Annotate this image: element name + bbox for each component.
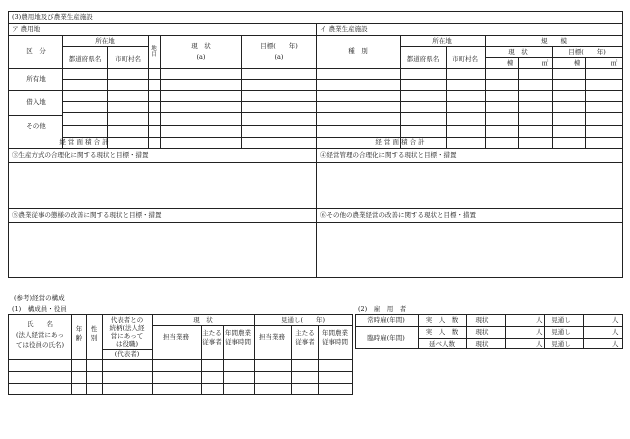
col-target: 目標( 年) [260,42,298,50]
col-city: 市町村名 [115,55,141,63]
current-label: 現状 [475,316,489,324]
divider [62,46,148,47]
divider [8,208,623,209]
divider [316,137,623,138]
divider [8,359,353,360]
col-location: 所在地 [432,37,452,45]
col-location: 所在地 [95,37,115,45]
unit-person: 人 [612,340,619,348]
divider [8,68,316,69]
col-name: (法人経営にあっ [16,331,64,339]
divider [505,314,506,349]
divider [8,222,623,223]
outlook-label: 見通し [551,340,571,348]
facility-total: 経 営 面 積 合 計 [375,138,425,146]
divider [8,90,316,91]
col-duty: 担当業務 [163,333,189,341]
divider [8,162,623,163]
box-4-title: ④経営管理の合理化に関する現状と目標・措置 [320,151,457,159]
divider [544,314,545,349]
ref-title: (参考)経営の構成 [14,294,65,302]
unit-count: 棟 [573,59,581,67]
row-leased: 借入地 [26,98,46,106]
divider [8,371,353,372]
divider [316,68,623,69]
divider [291,325,292,395]
col-main-worker: 主たる [202,329,222,337]
col-city: 市町村名 [452,55,478,63]
divider [583,314,584,349]
unit-person: 人 [536,340,543,348]
col-relation: 営にあって [110,332,144,340]
divider [8,383,353,384]
col-main-worker: 従事者 [295,338,315,346]
col-target-unit: (a) [274,53,284,61]
divider [62,35,63,148]
col-duty: 担当業務 [259,333,285,341]
divider [62,125,316,126]
box-6-title: ⑥その他の農業経営の改善に関する現状と目標・措置 [320,211,476,219]
representative-label: (代表者) [114,350,140,358]
divider [316,101,623,102]
divider [316,90,623,91]
divider [241,35,242,148]
col-landtype: 地目 [151,46,157,59]
col-current-unit: (a) [196,53,206,61]
col-relation: 続柄(法人経 [109,324,145,332]
col-annual-hours: 年間農業 [322,329,348,337]
current-label: 現状 [475,340,489,348]
row-other: その他 [26,122,46,130]
divider [8,115,62,116]
col-main-worker: 主たる [295,329,315,337]
divider [418,314,419,349]
col-relation: 代表者との [110,316,144,324]
col-current: 現 状 [508,48,528,56]
col-age: 年齢 [75,325,83,343]
divider [148,35,149,148]
divider [518,57,519,148]
divider [316,125,623,126]
col-outlook: 見通し( 年) [280,316,326,324]
farmland-heading: ア 農用地 [12,25,41,33]
unit-person: 人 [612,328,619,336]
total-count: 延べ人数 [429,340,455,348]
col-current: 現 状 [191,42,211,50]
divider [355,326,623,327]
current-label: 現状 [475,328,489,336]
facility-heading: イ 農業生産施設 [320,25,368,33]
farmland-total: 経 営 面 積 合 計 [59,138,109,146]
unit-count: 棟 [506,59,514,67]
unit-area: ㎡ [541,59,549,67]
row-temporary: 臨時雇(年間) [367,334,405,342]
employees-heading: (2) 雇 用 者 [358,305,407,313]
col-pref: 都道府県名 [406,55,440,63]
divider [152,325,353,326]
unit-person: 人 [536,328,543,336]
divider [8,148,316,149]
col-annual-hours: 従事時間 [225,338,251,346]
col-current: 現 状 [193,316,213,324]
actual-count: 実 人 数 [425,316,459,324]
unit-person: 人 [612,316,619,324]
divider [552,46,553,148]
box-3-title: ③生産方式の合理化に関する現状と目標・措置 [12,151,149,159]
divider [400,46,623,47]
divider [62,112,316,113]
divider [585,57,586,148]
col-pref: 都道府県名 [68,55,102,63]
divider [316,112,623,113]
divider [316,23,317,278]
col-target: 目標( 年) [568,48,606,56]
col-relation: は役職) [115,340,139,348]
divider [485,35,486,148]
col-annual-hours: 従事時間 [322,338,348,346]
unit-person: 人 [536,316,543,324]
outlook-label: 見通し [551,328,571,336]
divider [316,148,623,149]
divider [318,325,319,395]
divider [8,35,316,36]
col-name: ては役員の氏名) [15,341,65,349]
section-title: (3)農用地及び農業生産施設 [12,13,93,21]
divider [466,314,467,349]
divider [446,46,447,148]
members-heading: (1) 構成員・役員 [12,305,67,313]
col-category: 区 分 [26,47,46,55]
col-type: 種 別 [348,47,368,55]
row-owned: 所有地 [26,75,46,83]
col-annual-hours: 年間農業 [225,329,251,337]
divider [418,338,623,339]
divider [316,79,623,80]
col-scale: 規 模 [541,37,567,45]
col-name: 氏 名 [27,320,53,328]
col-sex: 性別 [90,325,98,343]
divider [62,101,316,102]
box-5-title: ⑤農業従事の態様の改善に関する現状と目標・措置 [12,211,162,219]
divider [316,35,623,36]
divider [400,35,401,148]
divider [160,35,161,148]
divider [223,325,224,395]
divider [107,46,108,148]
divider [485,57,623,58]
row-regular: 常時雇(年間) [367,316,405,324]
unit-area: ㎡ [610,59,618,67]
actual-count: 実 人 数 [425,328,459,336]
col-main-worker: 従事者 [202,338,222,346]
divider [62,79,316,80]
outlook-label: 見通し [551,316,571,324]
